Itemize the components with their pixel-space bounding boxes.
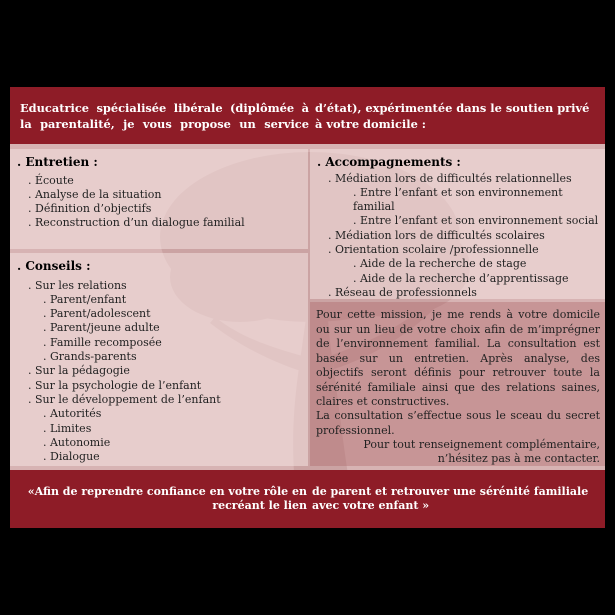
mission-panel [310,302,605,466]
list-item: . Entre l’enfant et son environnement social [353,214,599,228]
list-item: . Sur la psychologie de l’enfant [28,378,202,392]
list-item: . Autorités [43,407,102,421]
accompagnements-list [317,172,602,301]
list-item: . Famille recomposée [43,335,162,349]
list-item: . Réseau de professionnels [328,285,477,299]
list-item: . Sur la pédagogie [28,364,130,378]
conseils-title: . Conseils : [17,259,91,273]
list-item: . Sur le développement de l’enfant [28,392,221,406]
bottom-banner-left: «Afin de reprendre confiance en votre rôle en recréant le lien [27,485,307,512]
list-item: . Limites [43,421,92,435]
entretien-panel [10,149,308,249]
list-item: . Aide de la recherche d’apprentissage [353,271,569,285]
list-item: . Entre l’enfant et son environnement familial [353,185,563,214]
list-item: . Reconstruction d’un dialogue familial [28,216,245,230]
list-item: . Parent/adolescent [43,307,151,321]
list-item: . Orientation scolaire /professionnelle [328,243,539,257]
list-item: . Écoute [28,173,74,187]
mission-closing-1: Pour tout renseignement complémentaire, [363,438,600,451]
list-item: . Analyse de la situation [28,187,162,201]
top-banner-left: Educatrice spécialisée libérale (diplômée à la parentalité, je vous propose un service [20,101,309,131]
list-item: . Médiation lors de difficultés scolaires [328,228,545,242]
list-item: . Sur les relations [28,278,127,292]
list-item: . Aide de la recherche de stage [353,257,527,271]
list-item: . Grands-parents [43,350,137,364]
entretien-list [17,174,245,231]
brochure-card [10,87,605,528]
accompagnements-title: . Accompagnements : [317,155,461,169]
mission-secret-note: La consultation s’effectue sous le sceau du secret professionnel. [316,409,600,437]
list-item: . Médiation lors de difficultés relationnelles [328,171,572,185]
mission-closing-2: n’hésitez pas à me contacter. [437,452,600,465]
bottom-banner [10,470,605,528]
list-item: . Autonomie [43,435,111,449]
list-item: . Parent/jeune adulte [43,321,160,335]
mission-paragraph: Pour cette mission, je me rends à votre domicile ou sur un lieu de votre choix afin de m’imprégner de l’environnement familial. La consultation est basée sur un entretien. Après analyse, des objectifs seront définis pour retrouver toute la sérénité familiale ainsi que des relations saines, claires et constructives. [316,308,600,408]
conseils-list [17,279,221,465]
top-banner-right: d’état), expérimentée dans le soutien privé à votre domicile : [315,101,590,131]
top-banner [10,87,605,144]
list-item: . Parent/enfant [43,292,127,306]
entretien-title: . Entretien : [17,155,98,169]
conseils-panel [10,253,308,466]
list-item: . Dialogue [43,450,100,464]
list-item: . Définition d’objectifs [28,202,152,216]
bottom-banner-right: de parent et retrouver une sérénité familiale avec votre enfant » [312,485,589,512]
accompagnements-panel [310,149,605,299]
